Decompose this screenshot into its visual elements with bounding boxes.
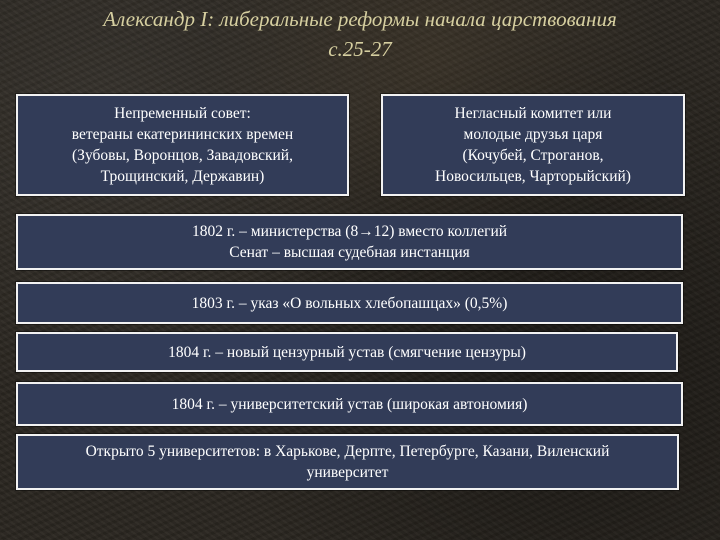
title-line-1: Александр I: либеральные реформы начала царствования [103, 7, 617, 31]
reform-1803-box [16, 282, 683, 324]
permanent-council-box [16, 94, 349, 196]
title-line-2: с.25-27 [328, 37, 392, 61]
secret-committee-line-1: Негласный комитет или [454, 105, 612, 122]
reform-1804-university-line-1: 1804 г. – университетский устав (широкая автономия) [171, 395, 528, 413]
permanent-council-line-1: Непременный совет: [114, 105, 251, 122]
reform-1802-box [16, 214, 683, 270]
secret-committee-line-2: молодые друзья царя [463, 126, 603, 143]
permanent-council-line-4: Трощинский, Державин) [100, 168, 265, 185]
secret-committee-line-4: Новосильцев, Чарторыйский) [435, 168, 631, 185]
reform-1804-censorship-line-1: 1804 г. – новый цензурный устав (смягчение цензуры) [168, 343, 526, 361]
reform-1803-line-1: 1803 г. – указ «О вольных хлебопашцах» (0,5%) [191, 294, 508, 312]
universities-box [16, 434, 679, 490]
secret-committee-line-3: (Кочубей, Строганов, [462, 147, 604, 164]
universities-line-1: Открыто 5 университетов: в Харькове, Дерпте, Петербурге, Казани, Виленский [85, 443, 610, 460]
universities-line-2: университет [306, 464, 389, 481]
slide-title [0, 4, 720, 64]
permanent-council-line-3: (Зубовы, Воронцов, Завадовский, [72, 147, 293, 164]
reform-1804-censorship-box [16, 332, 678, 372]
reform-1804-university-box [16, 382, 683, 426]
reform-1802-line-2: Сенат – высшая судебная инстанция [229, 244, 470, 261]
reform-1802-line-1: 1802 г. – министерства (8→12) вместо коллегий [191, 223, 508, 240]
permanent-council-line-2: ветераны екатерининских времен [71, 126, 294, 143]
secret-committee-box [381, 94, 685, 196]
